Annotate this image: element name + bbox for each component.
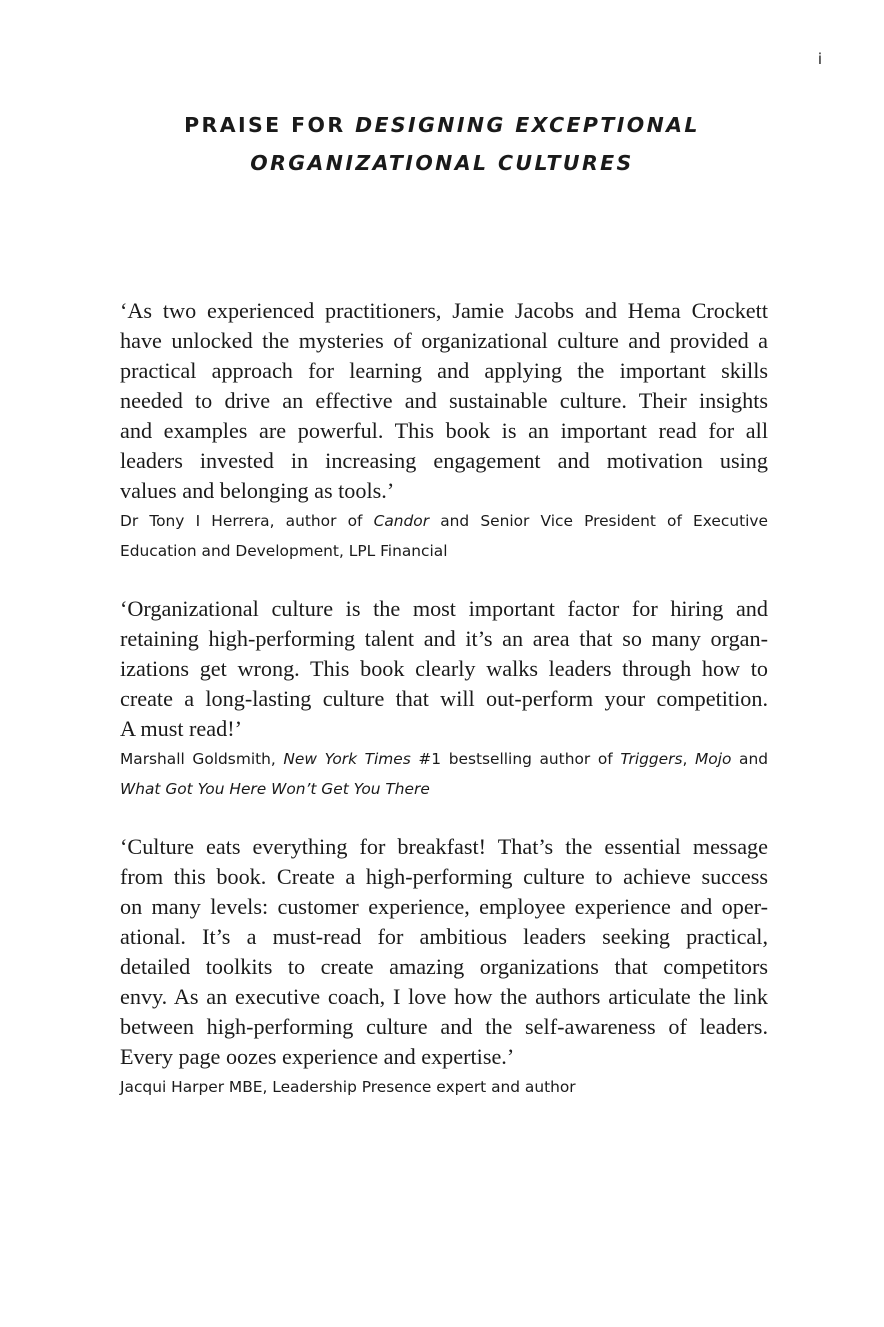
quote-line: on many levels: customer experience, employee experience and oper- xyxy=(120,894,768,919)
title-line-1 xyxy=(0,106,884,144)
attribution-book-title: Candor xyxy=(373,512,430,530)
quote-line: ‘As two experienced practitioners, Jamie Jacobs and Hema Crockett xyxy=(120,298,768,323)
praise-attribution-1 xyxy=(120,506,768,566)
attribution-line: Education and Development, LPL Financial xyxy=(120,542,448,560)
praise-quote-2 xyxy=(120,594,768,744)
book-title-part-2: ORGANIZATIONAL CULTURES xyxy=(250,151,634,175)
title-line-2 xyxy=(0,144,884,182)
quote-line: values and belonging as tools.’ xyxy=(120,478,395,503)
attribution-publication: New York Times xyxy=(283,750,411,768)
attribution-line xyxy=(120,744,768,774)
quote-line: between high-performing culture and the self-awareness of leaders. xyxy=(120,1014,768,1039)
quote-line: ational. It’s a must-read for ambitious leaders seeking practical, xyxy=(120,924,768,949)
attribution-line xyxy=(120,506,768,536)
page-number: i xyxy=(817,50,822,68)
attribution-text: Marshall Goldsmith, xyxy=(120,750,284,768)
attribution-text: , xyxy=(682,750,696,768)
praise-entry-2 xyxy=(120,594,768,804)
quote-line: create a long-lasting culture that will out-perform your competition. xyxy=(120,686,768,711)
quote-line: practical approach for learning and applying the important skills xyxy=(120,358,768,383)
attribution-text: and Senior Vice President of Executive xyxy=(429,512,768,530)
attribution-text: #1 bestselling author of xyxy=(410,750,621,768)
quote-line: Every page oozes experience and expertise.’ xyxy=(120,1044,515,1069)
quote-line: needed to drive an effective and sustainable culture. Their insights xyxy=(120,388,768,413)
quote-line: and examples are powerful. This book is an important read for all xyxy=(120,418,768,443)
attribution-line: Jacqui Harper MBE, Leadership Presence expert and author xyxy=(120,1078,576,1096)
praise-entry-1 xyxy=(120,296,768,566)
praise-attribution-3 xyxy=(120,1072,768,1102)
quote-line: detailed toolkits to create amazing organizations that competitors xyxy=(120,954,768,979)
quote-line: ‘Organizational culture is the most important factor for hiring and xyxy=(120,596,768,621)
attribution-line xyxy=(120,774,768,804)
attribution-text: and xyxy=(731,750,768,768)
attribution-book-title: Mojo xyxy=(695,750,732,768)
page-title xyxy=(0,106,884,182)
quote-line: leaders invested in increasing engagement and motivation using xyxy=(120,448,768,473)
praise-quote-1 xyxy=(120,296,768,506)
praise-quote-3 xyxy=(120,832,768,1072)
quote-line: izations get wrong. This book clearly walks leaders through how to xyxy=(120,656,768,681)
quote-line: retaining high-performing talent and it’s an area that so many organ- xyxy=(120,626,768,651)
book-title-part-1: DESIGNING EXCEPTIONAL xyxy=(355,113,700,137)
quote-line: have unlocked the mysteries of organizational culture and provided a xyxy=(120,328,768,353)
praise-entry-3 xyxy=(120,832,768,1102)
title-prefix: PRAISE FOR xyxy=(184,113,356,137)
quote-line: ‘Culture eats everything for breakfast! That’s the essential message xyxy=(120,834,768,859)
quote-line: envy. As an executive coach, I love how the authors articulate the link xyxy=(120,984,768,1009)
attribution-book-title: Triggers xyxy=(620,750,683,768)
attribution-text: Dr Tony I Herrera, author of xyxy=(120,512,374,530)
quote-line: A must read!’ xyxy=(120,716,242,741)
quote-line: from this book. Create a high-performing culture to achieve success xyxy=(120,864,768,889)
attribution-book-title: What Got You Here Won’t Get You There xyxy=(120,780,430,798)
praise-attribution-2 xyxy=(120,744,768,804)
